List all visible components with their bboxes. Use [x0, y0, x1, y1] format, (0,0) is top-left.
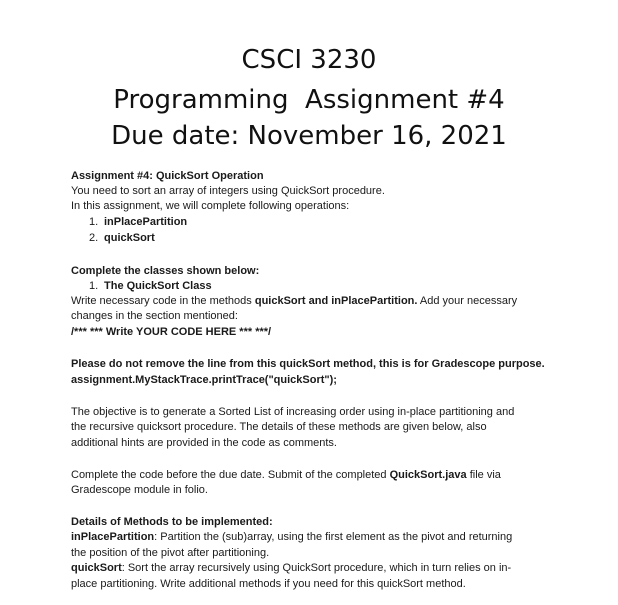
write-suffix: Add your necessary — [417, 295, 518, 307]
due-date-title: Due date: November 16, 2021 — [111, 121, 507, 151]
submit-line2: Gradescope module in folio. — [71, 484, 208, 496]
ipp-text: : Partition the (sub)array, using the first element as the pivot and returning — [154, 531, 513, 543]
notice-code-line: assignment.MyStackTrace.printTrace("quickSort"); — [71, 374, 337, 386]
details-qs-line1 — [71, 561, 611, 576]
item-label: quickSort — [104, 232, 155, 244]
qs-label: quickSort — [71, 562, 122, 574]
operation-item-1 — [89, 215, 618, 230]
submit-suffix: file via — [466, 469, 501, 481]
class-item-1 — [89, 279, 618, 294]
details-heading: Details of Methods to be implemented: — [71, 516, 273, 528]
details-qs-line2: place partitioning. Write additional methods if you need for this quickSort method. — [71, 578, 466, 590]
write-methods: quickSort and inPlacePartition. — [254, 295, 418, 307]
section1-heading: Assignment #4: QuickSort Operation — [71, 170, 264, 182]
objective-line1: The objective is to generate a Sorted List of increasing order using in-place partitioning and — [71, 406, 515, 418]
objective-line2: the recursive quicksort procedure. The details of these methods are given below, also — [71, 421, 487, 433]
code-marker: /*** *** Write YOUR CODE HERE *** ***/ — [71, 326, 272, 338]
objective-line3: additional hints are provided in the code as comments. — [71, 437, 337, 449]
submit-filename: QuickSort.java — [389, 469, 467, 481]
details-ipp-line2: the position of the pivot after partitioning. — [71, 547, 270, 559]
item-number: 2. — [89, 232, 99, 244]
details-ipp-line1 — [71, 530, 611, 545]
operation-item-2 — [89, 231, 618, 246]
write-prefix: Write necessary code in the methods — [71, 295, 255, 307]
qs-text: : Sort the array recursively using QuickSort procedure, which in turn relies on in- — [121, 562, 512, 574]
section2-heading: Complete the classes shown below: — [71, 265, 260, 277]
notice-line1: Please do not remove the line from this quickSort method, this is for Gradescope purpose. — [71, 358, 545, 370]
write-instruction-line1 — [71, 294, 611, 309]
item-label: The QuickSort Class — [104, 280, 212, 292]
section1-line2: In this assignment, we will complete following operations: — [71, 200, 350, 212]
submit-line1 — [71, 468, 611, 483]
item-number: 1. — [89, 216, 99, 228]
write-instruction-line2: changes in the section mentioned: — [71, 310, 238, 322]
item-number: 1. — [89, 280, 99, 292]
assignment-title: Programming Assignment #4 — [113, 85, 505, 115]
section1-line1: You need to sort an array of integers using QuickSort procedure. — [71, 185, 385, 197]
item-label: inPlacePartition — [104, 216, 188, 228]
submit-prefix: Complete the code before the due date. Submit of the completed — [71, 469, 390, 481]
course-title: CSCI 3230 — [241, 45, 377, 75]
ipp-label: inPlacePartition — [71, 531, 155, 543]
